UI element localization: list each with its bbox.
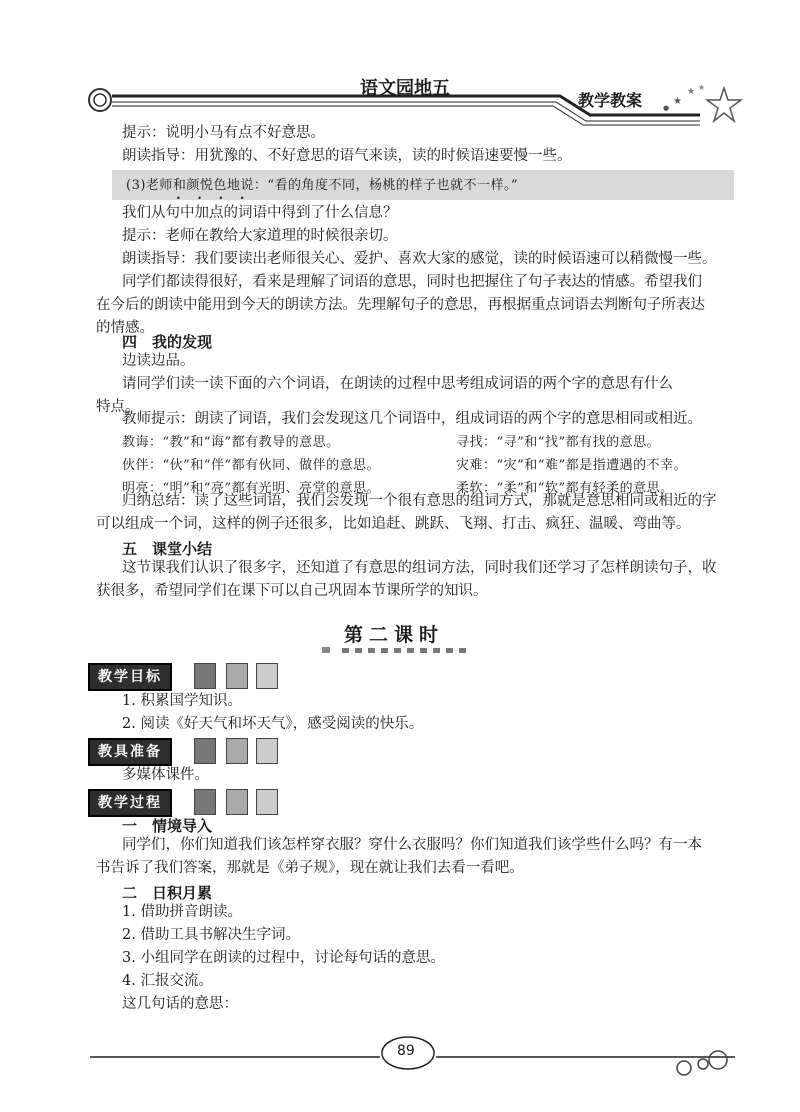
step-item: 4. 汇报交流。 xyxy=(122,973,213,989)
star-icon xyxy=(707,88,741,121)
step-item: 2. 借助工具书解决生字词。 xyxy=(122,927,300,943)
tag-block xyxy=(256,789,278,815)
svg-text:★: ★ xyxy=(687,87,696,97)
tag-block xyxy=(194,663,216,689)
text-line: 可以组成一个词，这样的例子还很多，比如追赶、跳跃、飞翔、打击、疯狂、温暖、弯曲等。 xyxy=(96,516,691,532)
svg-text:★: ★ xyxy=(698,83,706,92)
section-heading: 一 情境导入 xyxy=(122,817,213,835)
text-line: 这几句话的意思： xyxy=(122,996,238,1012)
svg-text:★: ★ xyxy=(673,96,682,107)
footer-decoration xyxy=(0,1030,800,1090)
tag-block xyxy=(226,663,248,689)
tools-text: 多媒体课件。 xyxy=(122,767,209,783)
text-line: 朗读指导：用犹豫的、不好意思的语气来读，读的时候语速要慢一些。 xyxy=(122,148,572,164)
text-line: 教师提示：朗读了词语，我们会发现这几个词语中，组成词语的两个字的意思相同或相近。 xyxy=(122,411,702,427)
emphasis-dots: • • • • xyxy=(176,194,252,203)
lesson-title-underline xyxy=(320,643,480,657)
text-line: 同学们都读得很好，看来是理解了词语的意思，同时也把握住了句子表达的情感。希望我们 xyxy=(122,274,702,290)
section-heading: 五 课堂小结 xyxy=(122,540,213,558)
word-item: 伙伴：“伙”和“伴”都有伙同、做伴的意思。 xyxy=(122,458,381,473)
step-item: 1. 借助拼音朗读。 xyxy=(122,904,242,920)
word-item: 寻找：“寻”和“找”都有找的意思。 xyxy=(456,435,661,450)
lesson-title: 第二课时 xyxy=(344,624,445,646)
quote-text: (3)老师和颜悦色地说：“看的角度不同，杨桃的样子也就不一样。” xyxy=(126,178,519,193)
word-item: 教诲：“教”和“诲”都有教导的意思。 xyxy=(122,435,340,450)
svg-text:●: ● xyxy=(663,104,670,112)
section-heading: 四 我的发现 xyxy=(122,333,213,351)
section-heading: 二 日积月累 xyxy=(122,884,213,902)
tag-block xyxy=(256,738,278,764)
text-line: 边读边品。 xyxy=(122,353,195,369)
text-line: 同学们，你们知道我们该怎样穿衣服？穿什么衣服吗？你们知道我们该学些什么吗？有一本 xyxy=(122,837,702,853)
text-line: 获很多，希望同学们在课下可以自己巩固本节课所学的知识。 xyxy=(96,583,488,599)
goal-item: 1. 积累国学知识。 xyxy=(122,693,242,709)
tag-process: 教学过程 xyxy=(88,789,172,817)
tag-block xyxy=(256,663,278,689)
page-number: 89 xyxy=(397,1043,415,1059)
text-line: 提示：老师在教给大家道理的时候很亲切。 xyxy=(122,228,398,244)
word-item: 灾难：“灾”和“难”都是指遭遇的不幸。 xyxy=(456,458,688,473)
text-line: 归纳总结：读了这些词语，我们会发现一个很有意思的组词方式，那就是意思相同或相近的字 xyxy=(122,493,717,509)
word-item: 明亮：“明”和“亮”都有光明、亮堂的意思。 xyxy=(122,481,381,496)
step-item: 3. 小组同学在朗读的过程中，讨论每句话的意思。 xyxy=(122,950,445,966)
text-line: 这节课我们认识了很多字，还知道了有意思的组词方法，同时我们还学习了怎样朗读句子，收 xyxy=(122,560,717,576)
text-line: 朗读指导：我们要读出老师很关心、爱护、喜欢大家的感觉，读的时候语速可以稍微慢一些。 xyxy=(122,251,717,267)
text-line: 特点。 xyxy=(96,399,140,415)
tag-block xyxy=(194,789,216,815)
text-line: 书告诉了我们答案，那就是《弟子规》，现在就让我们去看一看吧。 xyxy=(96,860,524,876)
word-item: 柔软：“柔”和“软”都有轻柔的意思。 xyxy=(456,481,674,496)
tag-block xyxy=(194,738,216,764)
text-line: 在今后的朗读中能用到今天的朗读方法。先理解句子的意思，再根据重点词语去判断句子所表达 xyxy=(96,297,705,313)
tag-block xyxy=(226,789,248,815)
chapter-title: 语文园地五 xyxy=(360,78,450,99)
book-label: 教学教案 xyxy=(578,91,643,110)
tag-block xyxy=(226,738,248,764)
text-line: 我们从句中加点的词语中得到了什么信息？ xyxy=(122,205,398,221)
tag-tools: 教具准备 xyxy=(88,738,172,766)
header-decoration xyxy=(0,0,800,130)
tag-goals: 教学目标 xyxy=(88,663,172,691)
text-line: 请同学们读一读下面的六个词语，在朗读的过程中思考组成词语的两个字的意思有什么 xyxy=(122,376,673,392)
text-line: 的情感。 xyxy=(96,320,154,336)
goal-item: 2. 阅读《好天气和坏天气》，感受阅读的快乐。 xyxy=(122,716,424,732)
text-line: 提示：说明小马有点不好意思。 xyxy=(122,125,325,141)
